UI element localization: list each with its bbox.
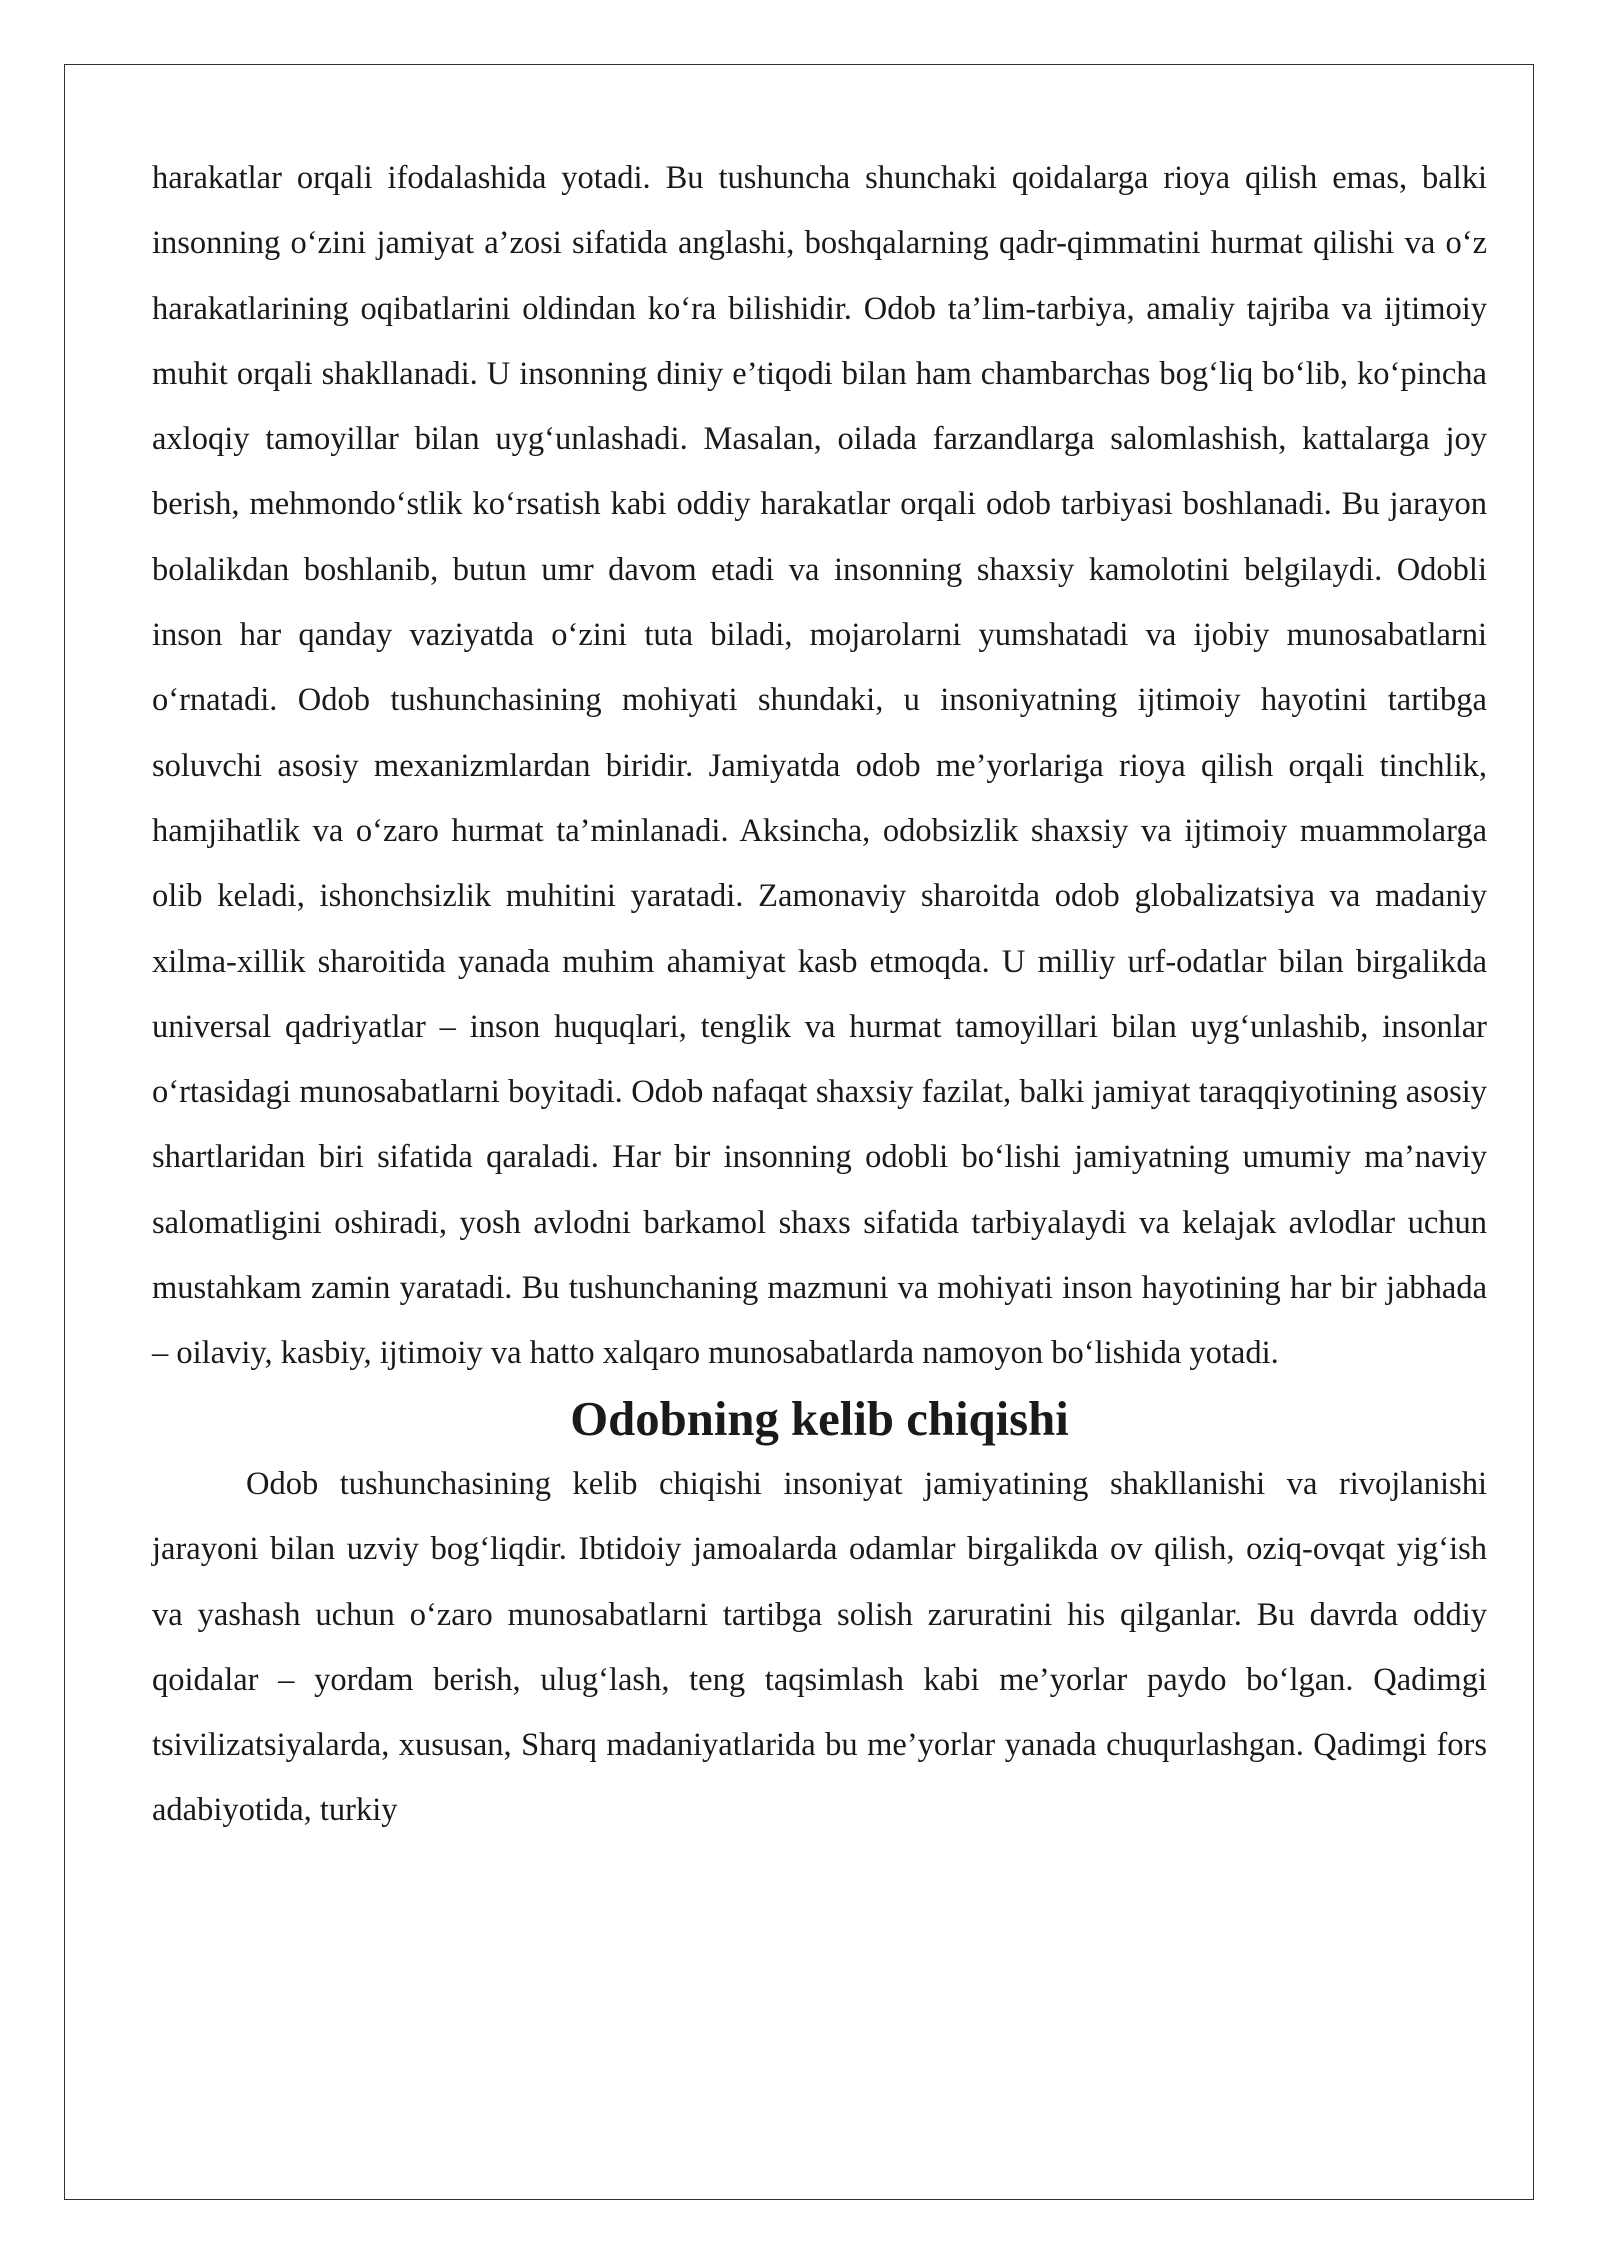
- document-body: [152, 146, 1487, 1844]
- section-heading: Odobning kelib chiqishi: [570, 1391, 1069, 1446]
- body-paragraph: harakatlar orqali ifodalashida yotadi. Bu tushuncha shunchaki qoidalarga rioya qilish emas, balki insonning o‘zini jamiyat a’zosi sifatida anglashi, boshqalarning qadr-qimmatini hurmat qilishi va o‘z harakatlarining oqibatlarini oldindan ko‘ra bilishidir. Odob ta’lim-tarbiya, amaliy tajriba va ijtimoiy muhit orqali shakllanadi. U insonning diniy e’tiqodi bilan ham chambarchas bog‘liq bo‘lib, ko‘pincha axloqiy tamoyillar bilan uyg‘unlashadi. Masalan, oilada farzandlarga salomlashish, kattalarga joy berish, mehmondo‘stlik ko‘rsatish kabi oddiy harakatlar orqali odob tarbiyasi boshlanadi. Bu jarayon bolalikdan boshlanib, butun umr davom etadi va insonning shaxsiy kamolotini belgilaydi. Odobli inson har qanday vaziyatda o‘zini tuta biladi, mojarolarni yumshatadi va ijobiy munosabatlarni o‘rnatadi. Odob tushunchasining mohiyati shundaki, u insoniyatning ijtimoiy hayotini tartibga soluvchi asosiy mexanizmlardan biridir. Jamiyatda odob me’yorlariga rioya qilish orqali tinchlik, hamjihatlik va o‘zaro hurmat ta’minlanadi. Aksincha, odobsizlik shaxsiy va ijtimoiy muammolarga olib keladi, ishonchsizlik muhitini yaratadi. Zamonaviy sharoitda odob globalizatsiya va madaniy xilma-xillik sharoitida yanada muhim ahamiyat kasb etmoqda. U milliy urf-odatlar bilan birgalikda universal qadriyatlar – inson huquqlari, tenglik va hurmat tamoyillari bilan uyg‘unlashib, insonlar o‘rtasidagi munosabatlarni boyitadi. Odob nafaqat shaxsiy fazilat, balki jamiyat taraqqiyotining asosiy shartlaridan biri sifatida qaraladi. Har bir insonning odobli bo‘lishi jamiyatning umumiy ma’naviy salomatligini oshiradi, yosh avlodni barkamol shaxs sifatida tarbiyalaydi va kelajak avlodlar uchun mustahkam zamin yaratadi. Bu tushunchaning mazmuni va mohiyati inson hayotining har bir jabhada – oilaviy, kasbiy, ijtimoiy va hatto xalqaro munosabatlarda namoyon bo‘lishida yotadi.: [152, 160, 1487, 1372]
- body-paragraph: Odob tushunchasining kelib chiqishi insoniyat jamiyatining shakllanishi va rivojlanishi jarayoni bilan uzviy bog‘liqdir. Ibtidoiy jamoalarda odamlar birgalikda ov qilish, oziq-ovqat yig‘ish va yashash uchun o‘zaro munosabatlarni tartibga solish zaruratini his qilganlar. Bu davrda oddiy qoidalar – yordam berish, ulug‘lash, teng taqsimlash kabi me’yorlar paydo bo‘lgan. Qadimgi tsivilizatsiyalarda, xususan, Sharq madaniyatlarida bu me’yorlar yanada chuqurlashgan. Qadimgi fors adabiyotida, turkiy: [152, 1465, 1487, 1829]
